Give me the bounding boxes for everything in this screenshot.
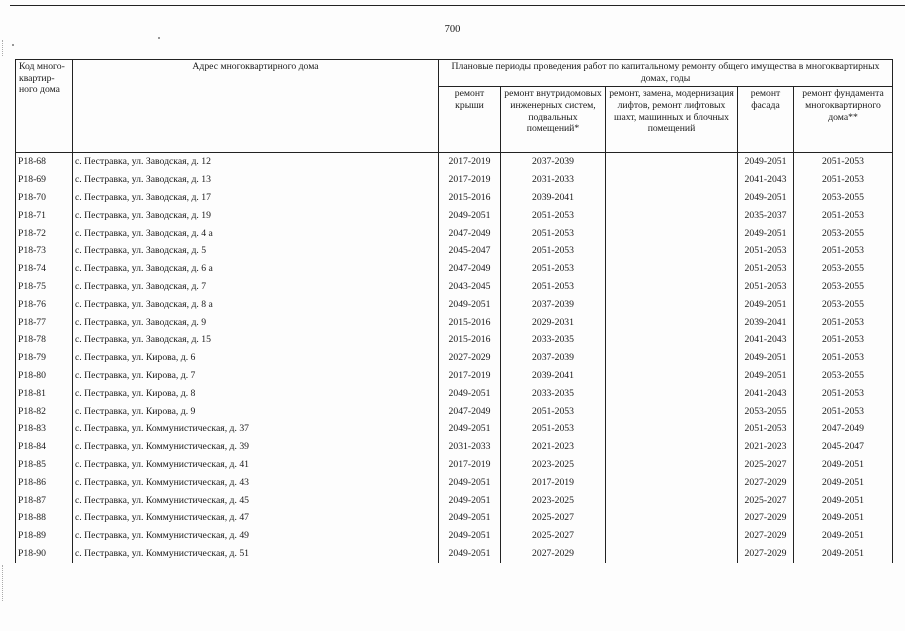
row-roof: 2015-2016 <box>439 189 501 207</box>
row-address: с. Пестравка, ул. Коммунистическая, д. 51 <box>73 545 439 563</box>
row-code: P18-74 <box>16 260 73 278</box>
row-code: P18-82 <box>16 402 73 420</box>
table-row <box>16 509 893 527</box>
table-row <box>16 296 893 314</box>
row-facade: 2041-2043 <box>738 171 794 189</box>
row-roof: 2049-2051 <box>439 207 501 225</box>
row-systems: 2025-2027 <box>501 527 606 545</box>
row-address: с. Пестравка, ул. Заводская, д. 8 а <box>73 296 439 314</box>
row-address: с. Пестравка, ул. Заводская, д. 9 <box>73 313 439 331</box>
row-address: с. Пестравка, ул. Заводская, д. 4 а <box>73 224 439 242</box>
row-foundation: 2053-2055 <box>794 189 893 207</box>
row-facade: 2027-2029 <box>738 545 794 563</box>
row-code: P18-84 <box>16 438 73 456</box>
row-lifts <box>606 189 738 207</box>
row-code: P18-69 <box>16 171 73 189</box>
row-code: P18-73 <box>16 242 73 260</box>
row-facade: 2025-2027 <box>738 491 794 509</box>
row-address: с. Пестравка, ул. Кирова, д. 9 <box>73 402 439 420</box>
table-body <box>16 153 893 563</box>
row-facade: 2051-2053 <box>738 420 794 438</box>
row-foundation: 2053-2055 <box>794 278 893 296</box>
row-roof: 2017-2019 <box>439 367 501 385</box>
table-row <box>16 527 893 545</box>
row-foundation: 2051-2053 <box>794 349 893 367</box>
row-roof: 2049-2051 <box>439 509 501 527</box>
row-lifts <box>606 420 738 438</box>
row-lifts <box>606 313 738 331</box>
row-systems: 2031-2033 <box>501 171 606 189</box>
row-address: с. Пестравка, ул. Кирова, д. 7 <box>73 367 439 385</box>
row-systems: 2021-2023 <box>501 438 606 456</box>
row-facade: 2027-2029 <box>738 527 794 545</box>
row-foundation: 2053-2055 <box>794 260 893 278</box>
row-roof: 2047-2049 <box>439 224 501 242</box>
row-lifts <box>606 385 738 403</box>
row-code: P18-71 <box>16 207 73 225</box>
row-systems: 2051-2053 <box>501 207 606 225</box>
row-facade: 2041-2043 <box>738 331 794 349</box>
row-address: с. Пестравка, ул. Коммунистическая, д. 43 <box>73 474 439 492</box>
row-code: P18-80 <box>16 367 73 385</box>
scan-speck <box>12 44 14 46</box>
row-facade: 2051-2053 <box>738 242 794 260</box>
row-roof: 2045-2047 <box>439 242 501 260</box>
row-facade: 2049-2051 <box>738 349 794 367</box>
row-foundation: 2053-2055 <box>794 367 893 385</box>
row-foundation: 2049-2051 <box>794 456 893 474</box>
row-systems: 2025-2027 <box>501 509 606 527</box>
row-facade: 2049-2051 <box>738 367 794 385</box>
table-row <box>16 171 893 189</box>
row-roof: 2049-2051 <box>439 474 501 492</box>
row-code: P18-76 <box>16 296 73 314</box>
header-systems: ремонт внутридомовых инженерных систем, подвальных помещений* <box>501 87 606 153</box>
row-address: с. Пестравка, ул. Коммунистическая, д. 47 <box>73 509 439 527</box>
header-foundation: ремонт фундамента многоквартирного дома** <box>794 87 893 153</box>
table-header-row <box>16 60 893 87</box>
row-lifts <box>606 509 738 527</box>
row-address: с. Пестравка, ул. Заводская, д. 17 <box>73 189 439 207</box>
row-facade: 2021-2023 <box>738 438 794 456</box>
row-systems: 2023-2025 <box>501 491 606 509</box>
row-foundation: 2045-2047 <box>794 438 893 456</box>
margin-dots <box>2 40 6 56</box>
header-periods: Плановые периоды проведения работ по капитальному ремонту общего имущества в многоквартирных домах, годы <box>439 60 893 87</box>
row-foundation: 2051-2053 <box>794 171 893 189</box>
row-systems: 2033-2035 <box>501 385 606 403</box>
table-row <box>16 207 893 225</box>
row-lifts <box>606 402 738 420</box>
row-systems: 2033-2035 <box>501 331 606 349</box>
table-row <box>16 456 893 474</box>
row-code: P18-79 <box>16 349 73 367</box>
row-foundation: 2049-2051 <box>794 527 893 545</box>
row-roof: 2015-2016 <box>439 331 501 349</box>
table-row <box>16 545 893 563</box>
row-lifts <box>606 438 738 456</box>
page-number: 700 <box>444 24 461 35</box>
row-facade: 2041-2043 <box>738 385 794 403</box>
table-row <box>16 349 893 367</box>
row-address: с. Пестравка, ул. Заводская, д. 5 <box>73 242 439 260</box>
table-row <box>16 438 893 456</box>
row-address: с. Пестравка, ул. Заводская, д. 13 <box>73 171 439 189</box>
row-address: с. Пестравка, ул. Заводская, д. 12 <box>73 153 439 171</box>
row-lifts <box>606 367 738 385</box>
row-systems: 2051-2053 <box>501 420 606 438</box>
row-systems: 2051-2053 <box>501 224 606 242</box>
row-facade: 2053-2055 <box>738 402 794 420</box>
row-lifts <box>606 545 738 563</box>
row-foundation: 2051-2053 <box>794 313 893 331</box>
row-address: с. Пестравка, ул. Коммунистическая, д. 41 <box>73 456 439 474</box>
table-row <box>16 402 893 420</box>
row-facade: 2027-2029 <box>738 509 794 527</box>
table-row <box>16 474 893 492</box>
row-roof: 2017-2019 <box>439 456 501 474</box>
row-facade: 2049-2051 <box>738 296 794 314</box>
row-foundation: 2051-2053 <box>794 153 893 171</box>
row-lifts <box>606 171 738 189</box>
header-roof: ремонт крыши <box>439 87 501 153</box>
row-code: P18-78 <box>16 331 73 349</box>
row-lifts <box>606 527 738 545</box>
row-systems: 2037-2039 <box>501 349 606 367</box>
row-roof: 2027-2029 <box>439 349 501 367</box>
row-facade: 2025-2027 <box>738 456 794 474</box>
table-row <box>16 331 893 349</box>
table-row <box>16 385 893 403</box>
table-row <box>16 189 893 207</box>
header-address: Адрес многоквартирного дома <box>73 60 439 153</box>
table-row <box>16 367 893 385</box>
row-systems: 2051-2053 <box>501 260 606 278</box>
row-facade: 2049-2051 <box>738 153 794 171</box>
row-roof: 2049-2051 <box>439 385 501 403</box>
row-facade: 2039-2041 <box>738 313 794 331</box>
row-facade: 2049-2051 <box>738 189 794 207</box>
header-facade: ремонт фасада <box>738 87 794 153</box>
row-lifts <box>606 260 738 278</box>
row-foundation: 2053-2055 <box>794 296 893 314</box>
row-address: с. Пестравка, ул. Заводская, д. 6 а <box>73 260 439 278</box>
row-code: P18-90 <box>16 545 73 563</box>
row-lifts <box>606 456 738 474</box>
row-foundation: 2051-2053 <box>794 207 893 225</box>
row-code: P18-68 <box>16 153 73 171</box>
row-code: P18-85 <box>16 456 73 474</box>
row-foundation: 2051-2053 <box>794 331 893 349</box>
row-systems: 2037-2039 <box>501 153 606 171</box>
row-code: P18-87 <box>16 491 73 509</box>
row-lifts <box>606 349 738 367</box>
row-code: P18-81 <box>16 385 73 403</box>
table-row <box>16 278 893 296</box>
row-address: с. Пестравка, ул. Заводская, д. 19 <box>73 207 439 225</box>
row-systems: 2039-2041 <box>501 189 606 207</box>
row-foundation: 2051-2053 <box>794 402 893 420</box>
row-roof: 2047-2049 <box>439 260 501 278</box>
row-lifts <box>606 331 738 349</box>
table-row <box>16 242 893 260</box>
row-roof: 2017-2019 <box>439 171 501 189</box>
row-code: P18-75 <box>16 278 73 296</box>
row-roof: 2049-2051 <box>439 420 501 438</box>
row-address: с. Пестравка, ул. Заводская, д. 15 <box>73 331 439 349</box>
scan-speck <box>158 37 160 39</box>
table-row <box>16 224 893 242</box>
header-code: Код много-квартир-ного дома <box>16 60 73 153</box>
row-code: P18-89 <box>16 527 73 545</box>
table-row <box>16 313 893 331</box>
row-roof: 2049-2051 <box>439 491 501 509</box>
row-roof: 2031-2033 <box>439 438 501 456</box>
row-address: с. Пестравка, ул. Коммунистическая, д. 37 <box>73 420 439 438</box>
margin-dots <box>2 565 6 601</box>
row-foundation: 2051-2053 <box>794 385 893 403</box>
table-row <box>16 260 893 278</box>
row-lifts <box>606 153 738 171</box>
row-systems: 2051-2053 <box>501 242 606 260</box>
row-lifts <box>606 278 738 296</box>
row-facade: 2027-2029 <box>738 474 794 492</box>
row-lifts <box>606 242 738 260</box>
row-code: P18-88 <box>16 509 73 527</box>
row-systems: 2023-2025 <box>501 456 606 474</box>
row-foundation: 2049-2051 <box>794 491 893 509</box>
row-address: с. Пестравка, ул. Коммунистическая, д. 49 <box>73 527 439 545</box>
row-facade: 2051-2053 <box>738 278 794 296</box>
row-roof: 2049-2051 <box>439 527 501 545</box>
row-lifts <box>606 224 738 242</box>
row-lifts <box>606 296 738 314</box>
header-lifts: ремонт, замена, модернизация лифтов, ремонт лифтовых шахт, машинных и блочных помещений <box>606 87 738 153</box>
row-foundation: 2049-2051 <box>794 474 893 492</box>
row-address: с. Пестравка, ул. Коммунистическая, д. 39 <box>73 438 439 456</box>
row-lifts <box>606 207 738 225</box>
row-systems: 2037-2039 <box>501 296 606 314</box>
table-row <box>16 153 893 171</box>
row-address: с. Пестравка, ул. Заводская, д. 7 <box>73 278 439 296</box>
row-roof: 2017-2019 <box>439 153 501 171</box>
row-systems: 2017-2019 <box>501 474 606 492</box>
row-foundation: 2049-2051 <box>794 545 893 563</box>
row-code: P18-83 <box>16 420 73 438</box>
row-code: P18-77 <box>16 313 73 331</box>
row-address: с. Пестравка, ул. Коммунистическая, д. 45 <box>73 491 439 509</box>
row-systems: 2029-2031 <box>501 313 606 331</box>
row-systems: 2051-2053 <box>501 402 606 420</box>
row-roof: 2043-2045 <box>439 278 501 296</box>
row-facade: 2049-2051 <box>738 224 794 242</box>
table-row <box>16 491 893 509</box>
row-foundation: 2051-2053 <box>794 242 893 260</box>
top-border-line <box>10 5 905 6</box>
row-roof: 2047-2049 <box>439 402 501 420</box>
row-lifts <box>606 491 738 509</box>
row-lifts <box>606 474 738 492</box>
row-code: P18-86 <box>16 474 73 492</box>
row-foundation: 2049-2051 <box>794 509 893 527</box>
row-roof: 2015-2016 <box>439 313 501 331</box>
row-address: с. Пестравка, ул. Кирова, д. 6 <box>73 349 439 367</box>
row-foundation: 2047-2049 <box>794 420 893 438</box>
repair-schedule-table <box>15 59 893 563</box>
row-code: P18-70 <box>16 189 73 207</box>
row-address: с. Пестравка, ул. Кирова, д. 8 <box>73 385 439 403</box>
row-code: P18-72 <box>16 224 73 242</box>
row-facade: 2035-2037 <box>738 207 794 225</box>
row-systems: 2039-2041 <box>501 367 606 385</box>
row-foundation: 2053-2055 <box>794 224 893 242</box>
row-systems: 2027-2029 <box>501 545 606 563</box>
row-roof: 2049-2051 <box>439 545 501 563</box>
row-roof: 2049-2051 <box>439 296 501 314</box>
row-systems: 2051-2053 <box>501 278 606 296</box>
table-row <box>16 420 893 438</box>
row-facade: 2051-2053 <box>738 260 794 278</box>
